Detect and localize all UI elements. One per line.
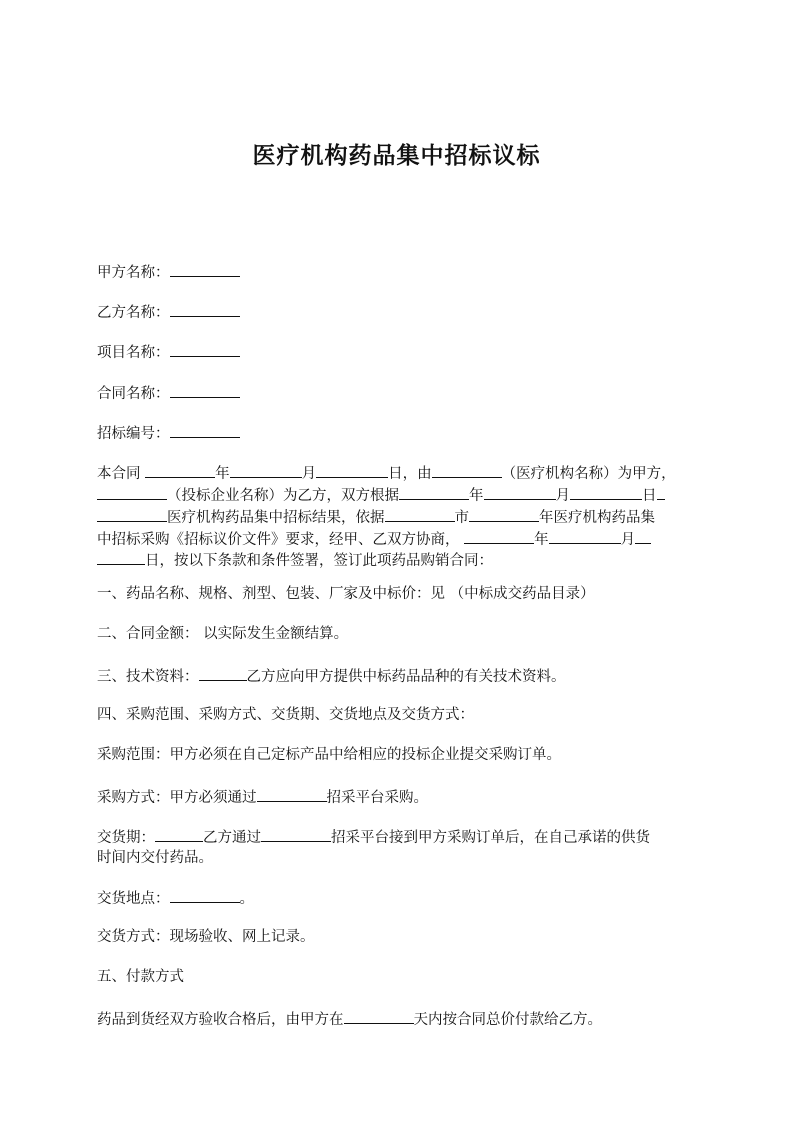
bid-number-field [97, 422, 240, 445]
intro-text: （投标企业名称）为乙方，双方根据 [167, 488, 399, 504]
intro-text: 医疗机构药品集中招标结果，依据 [167, 510, 385, 526]
delivery-period-text: 招采平台接到甲方采购订单后，在自己承诺的供货 [331, 830, 650, 846]
purchase-method-blank[interactable] [257, 786, 327, 802]
delivery-mode: 交货方式：现场验收、网上记录。 [97, 929, 315, 945]
intro-blank[interactable] [432, 462, 502, 478]
intro-line-2 [97, 484, 665, 507]
intro-blank[interactable] [97, 549, 145, 565]
delivery-place-label: 交货地点： [97, 891, 170, 907]
contract-name-label: 合同名称： [97, 386, 170, 402]
intro-text: 年 [469, 488, 484, 504]
purchase-method-text: 招采平台采购。 [326, 790, 428, 806]
payment-terms [97, 1008, 602, 1031]
intro-text: 月 [620, 532, 636, 548]
section-3-label: 三、技术资料： [97, 669, 199, 685]
document-title: 医疗机构药品集中招标议标 [252, 143, 541, 169]
intro-blank[interactable] [399, 484, 469, 500]
intro-blank[interactable] [97, 484, 167, 500]
intro-text: 月 [555, 488, 570, 504]
purchase-scope: 采购范围：甲方必须在自己定标产品中给相应的投标企业提交采购订单。 [97, 747, 561, 763]
delivery-period-line-1 [97, 826, 650, 849]
party-b-blank[interactable] [170, 301, 240, 317]
intro-text: 年 [534, 532, 549, 548]
intro-text: 月 [301, 466, 317, 482]
intro-line-3 [97, 506, 655, 529]
party-b-label: 乙方名称： [97, 305, 170, 321]
intro-blank[interactable] [635, 528, 651, 544]
payment-days-blank[interactable] [344, 1008, 414, 1024]
intro-text: 日，按以下条款和条件签署，签订此项药品购销合同： [145, 553, 493, 569]
intro-text: 年 [215, 466, 230, 482]
delivery-period-text: 乙方通过 [203, 830, 261, 846]
intro-blank[interactable] [145, 462, 215, 478]
purchase-method-text: 采购方式：甲方必须通过 [97, 790, 257, 806]
intro-blank[interactable] [316, 462, 388, 478]
intro-text: 市 [454, 510, 469, 526]
intro-blank[interactable] [230, 462, 302, 478]
delivery-place-text: 。 [239, 891, 254, 907]
intro-line-5 [97, 549, 493, 572]
party-a-blank[interactable] [170, 261, 240, 277]
bid-number-blank[interactable] [170, 422, 240, 438]
project-name-field [97, 341, 240, 364]
section-1: 一、药品名称、规格、剂型、包装、厂家及中标价：见 （中标成交药品目录） [97, 586, 595, 602]
intro-text: 日 [642, 488, 657, 504]
intro-text: （医疗机构名称）为甲方， [501, 466, 676, 482]
delivery-place [97, 887, 254, 910]
contract-name-field [97, 382, 240, 405]
intro-blank[interactable] [484, 484, 556, 500]
intro-text: 本合同 [97, 466, 141, 482]
intro-blank[interactable] [570, 484, 642, 500]
section-5: 五、付款方式 [97, 969, 184, 985]
delivery-period-line-2: 时间内交付药品。 [97, 850, 213, 866]
delivery-place-blank[interactable] [170, 887, 240, 903]
intro-blank[interactable] [469, 506, 539, 522]
delivery-period-blank[interactable] [155, 826, 203, 842]
delivery-period-text: 交货期： [97, 830, 155, 846]
section-3-text: 乙方应向甲方提供中标药品品种的有关技术资料。 [246, 669, 566, 685]
contract-name-blank[interactable] [170, 382, 240, 398]
intro-blank[interactable] [464, 528, 534, 544]
intro-blank[interactable] [97, 506, 167, 522]
payment-text: 天内按合同总价付款给乙方。 [413, 1012, 602, 1028]
delivery-period-blank[interactable] [261, 826, 331, 842]
project-name-label: 项目名称： [97, 345, 170, 361]
party-b-field [97, 301, 240, 324]
party-a-label: 甲方名称： [97, 265, 170, 281]
section-3-blank[interactable] [199, 665, 247, 681]
section-4: 四、采购范围、采购方式、交货期、交货地点及交货方式： [97, 707, 474, 723]
purchase-method [97, 786, 428, 809]
intro-text: 日，由 [388, 466, 432, 482]
section-3 [97, 665, 566, 688]
intro-blank[interactable] [549, 528, 621, 544]
intro-line-4 [97, 528, 651, 551]
intro-text: 中招标采购《招标议价文件》要求，经甲、乙双方协商， [97, 532, 460, 548]
bid-number-label: 招标编号： [97, 426, 170, 442]
intro-blank[interactable] [657, 484, 665, 500]
payment-text: 药品到货经双方验收合格后，由甲方在 [97, 1012, 344, 1028]
project-name-blank[interactable] [170, 341, 240, 357]
section-2: 二、合同金额： 以实际发生金额结算。 [97, 626, 349, 642]
intro-line-1 [97, 462, 676, 485]
intro-text: 年医疗机构药品集 [539, 510, 655, 526]
intro-blank[interactable] [385, 506, 455, 522]
party-a-field [97, 261, 240, 284]
